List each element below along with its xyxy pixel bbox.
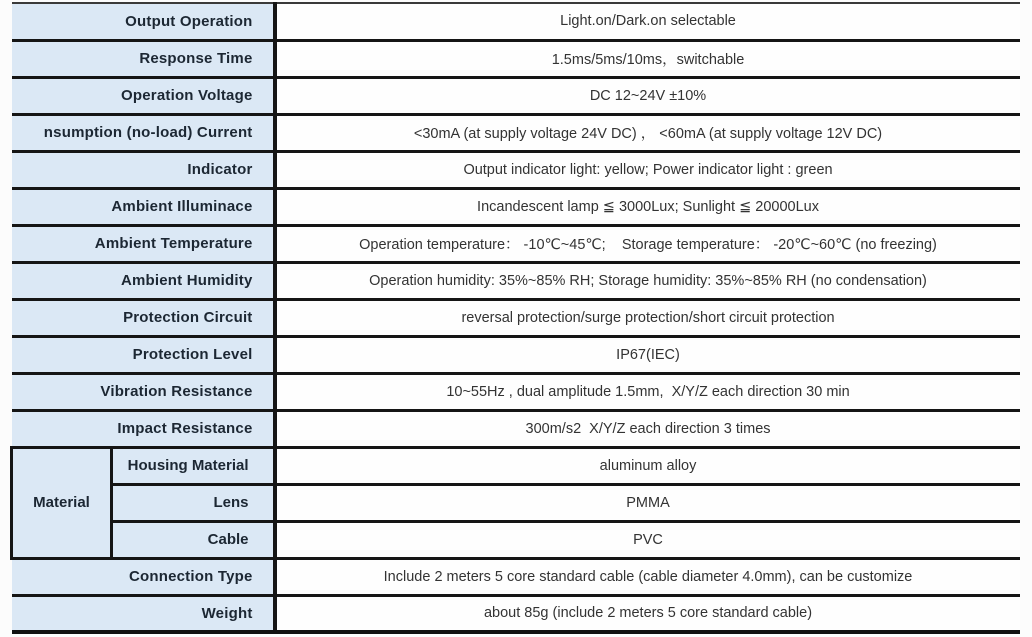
spec-label: Weight	[12, 595, 275, 632]
spec-value: PVC	[275, 521, 1020, 558]
spec-value: 10~55Hz , dual amplitude 1.5mm, X/Y/Z each direction 30 min	[275, 373, 1020, 410]
spec-value: <30mA (at supply voltage 24V DC) ， <60mA (at supply voltage 12V DC)	[275, 114, 1020, 151]
table-row	[12, 151, 1020, 188]
spec-label: Ambient Humidity	[12, 262, 275, 299]
spec-label: Output Operation	[12, 3, 275, 40]
table-row-material-housing	[12, 447, 1020, 484]
spec-label: Connection Type	[12, 558, 275, 595]
table-row-material-cable	[12, 521, 1020, 558]
spec-value: Include 2 meters 5 core standard cable (cable diameter 4.0mm), can be customize	[275, 558, 1020, 595]
spec-label: Protection Circuit	[12, 299, 275, 336]
spec-value: Operation humidity: 35%~85% RH; Storage humidity: 35%~85% RH (no condensation)	[275, 262, 1020, 299]
spec-value: Incandescent lamp ≦ 3000Lux; Sunlight ≦ 20000Lux	[275, 188, 1020, 225]
spec-label: Protection Level	[12, 336, 275, 373]
table-row	[12, 373, 1020, 410]
spec-label: nsumption (no-load) Current	[12, 114, 275, 151]
spec-value: Operation temperature： -10℃~45℃; Storage temperature： -20℃~60℃ (no freezing)	[275, 225, 1020, 262]
spec-value: 300m/s2 X/Y/Z each direction 3 times	[275, 410, 1020, 447]
spec-value: DC 12~24V ±10%	[275, 77, 1020, 114]
table-row	[12, 3, 1020, 40]
table-row	[12, 336, 1020, 373]
spec-label: Operation Voltage	[12, 77, 275, 114]
table-row	[12, 77, 1020, 114]
spec-value: Output indicator light: yellow; Power indicator light : green	[275, 151, 1020, 188]
spec-sublabel: Lens	[112, 484, 275, 521]
table-row	[12, 410, 1020, 447]
spec-label: Ambient Temperature	[12, 225, 275, 262]
table-row-material-lens	[12, 484, 1020, 521]
spec-label: Ambient Illuminace	[12, 188, 275, 225]
table-row	[12, 299, 1020, 336]
spec-sublabel: Housing Material	[112, 447, 275, 484]
table-row	[12, 114, 1020, 151]
spec-label: Vibration Resistance	[12, 373, 275, 410]
spec-value: reversal protection/surge protection/short circuit protection	[275, 299, 1020, 336]
table-row	[12, 40, 1020, 77]
spec-value: aluminum alloy	[275, 447, 1020, 484]
table-row	[12, 558, 1020, 595]
spec-value: Light.on/Dark.on selectable	[275, 3, 1020, 40]
specification-table	[10, 2, 1020, 634]
spec-label: Response Time	[12, 40, 275, 77]
spec-value: PMMA	[275, 484, 1020, 521]
spec-value: about 85g (include 2 meters 5 core standard cable)	[275, 595, 1020, 632]
table-row	[12, 595, 1020, 632]
spec-label: Indicator	[12, 151, 275, 188]
table-row	[12, 262, 1020, 299]
spec-value: IP67(IEC)	[275, 336, 1020, 373]
spec-value: 1.5ms/5ms/10ms，switchable	[275, 40, 1020, 77]
table-row	[12, 188, 1020, 225]
table-row	[12, 225, 1020, 262]
material-group-header: Material	[12, 447, 112, 558]
spec-sublabel: Cable	[112, 521, 275, 558]
spec-label: Impact Resistance	[12, 410, 275, 447]
